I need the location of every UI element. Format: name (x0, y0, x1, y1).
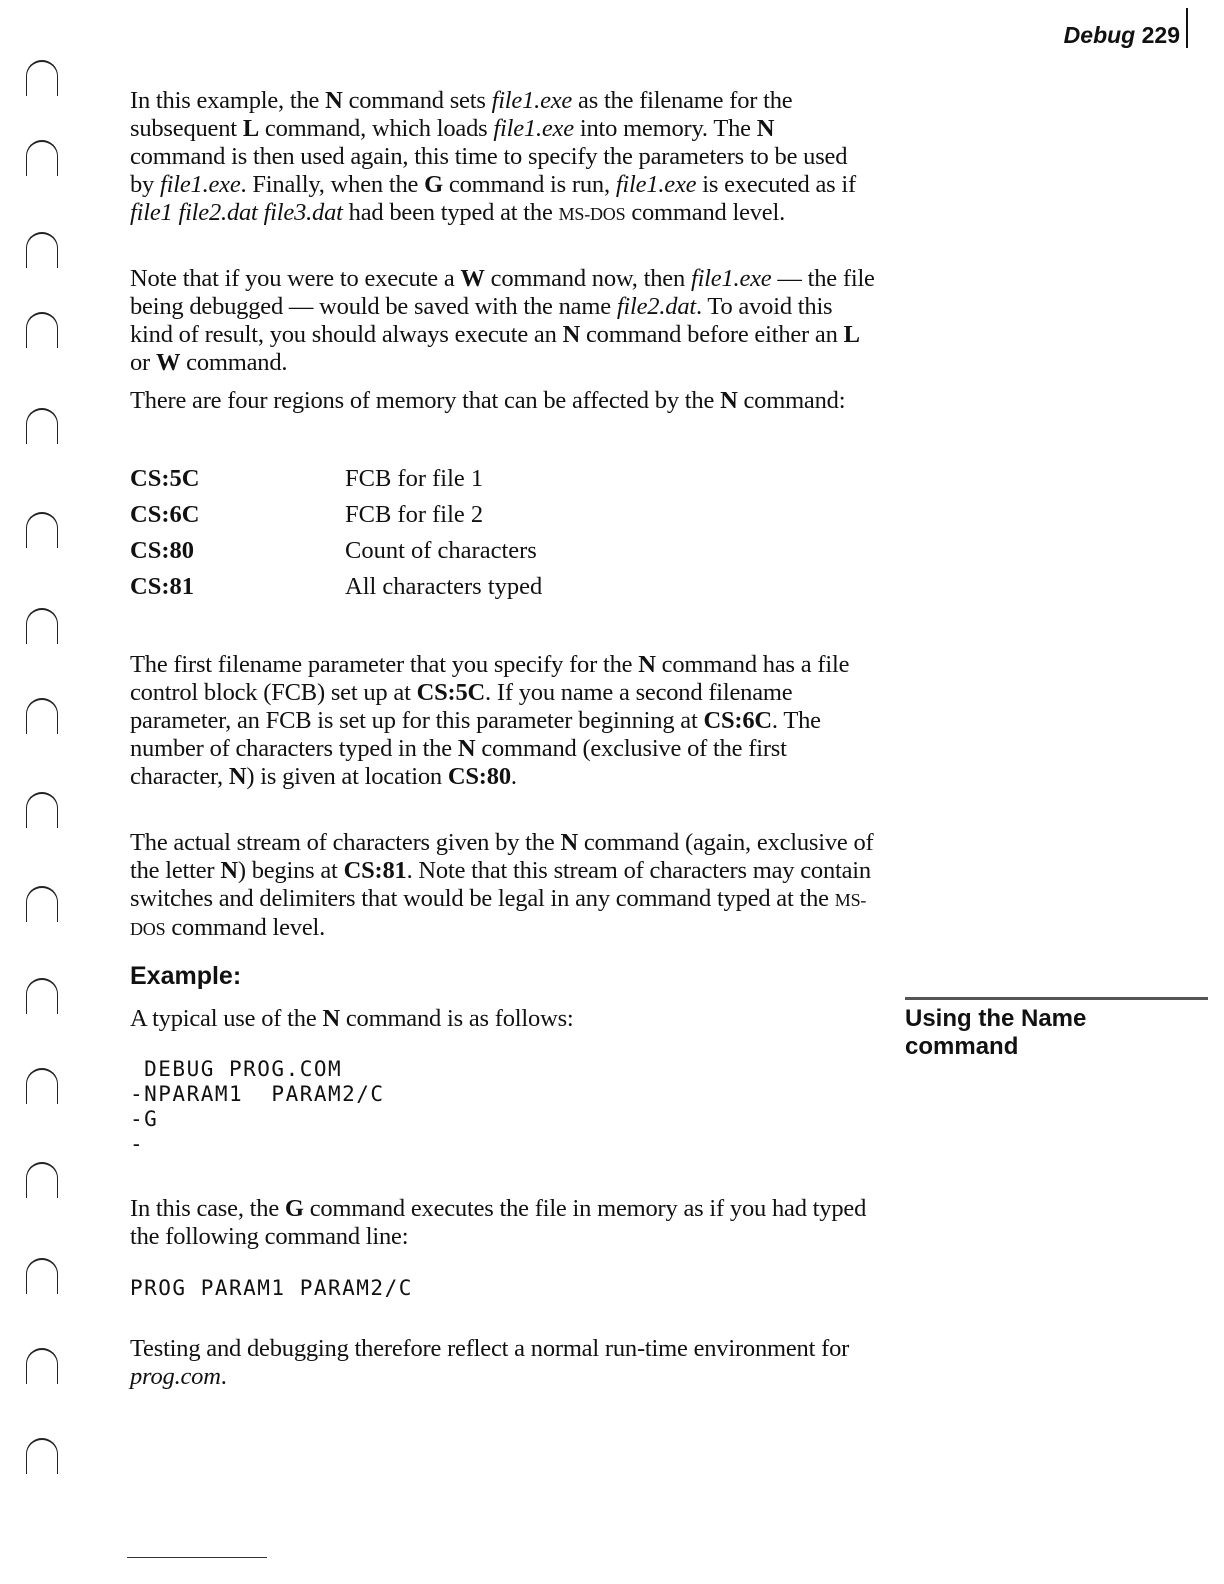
bold-text: N (756, 115, 775, 142)
table-row (130, 573, 542, 601)
binder-hole-icon (26, 1162, 58, 1198)
text-run: is executed as if (696, 171, 856, 198)
text-run: command before either an (580, 321, 844, 348)
bold-text: N (325, 87, 343, 114)
italic-text: file1.exe (493, 115, 574, 142)
text-run: command level. (625, 199, 786, 226)
paragraph (130, 1195, 875, 1251)
text-run: . To avoid this kind of result, you should always execute an (130, 293, 833, 348)
binder-hole-icon (26, 978, 58, 1014)
bold-text: CS:6C (703, 707, 772, 734)
binder-hole-icon (26, 608, 58, 644)
text-run: command executes the file in memory as if you had typed the following command line: (130, 1195, 867, 1250)
footer-rule (127, 1557, 267, 1558)
binder-hole-icon (26, 512, 58, 548)
text-run: In this example, the (130, 87, 326, 114)
bold-text: CS:81 (343, 857, 407, 884)
paragraph (130, 829, 875, 943)
binder-hole-icon (26, 232, 58, 268)
memory-description: Count of characters (345, 537, 537, 564)
text-run: command is then used again, this time to specify the parameters to be used by (130, 143, 848, 198)
text-run: The actual stream of characters given by the (130, 829, 561, 856)
memory-address: CS:5C (130, 465, 200, 492)
text-run: . The number of characters typed in the (130, 707, 821, 762)
bold-text: L (242, 115, 259, 142)
text-run: . Note that this stream of characters may contain switches and delimiters that would be legal in any command typed at the (130, 857, 871, 912)
text-run: . Finally, when the (240, 171, 425, 198)
binder-hole-icon (26, 312, 58, 348)
binder-hole-icon (26, 140, 58, 176)
text-run: . (220, 1363, 227, 1390)
bold-text: N (562, 321, 581, 348)
binder-hole-icon (26, 1258, 58, 1294)
bold-text: G (284, 1195, 304, 1222)
paragraph (130, 1335, 875, 1391)
text-run: . (510, 763, 517, 790)
header-rule (1186, 8, 1188, 48)
code-example: DEBUG PROG.COM -NPARAM1 PARAM2/C -G - (130, 1057, 385, 1156)
binder-hole-icon (26, 886, 58, 922)
table-row (130, 465, 483, 493)
text-run: command now, then (484, 265, 691, 292)
italic-text: file1 file2.dat file3.dat (130, 199, 343, 226)
memory-address: CS:81 (130, 573, 194, 600)
memory-description: FCB for file 1 (345, 465, 484, 492)
text-run: — the file being debugged — would be saved with the name (130, 265, 875, 320)
text-run: There are four regions of memory that can be affected by the (130, 387, 721, 414)
memory-address: CS:6C (130, 501, 200, 528)
example-heading: Example: (130, 962, 242, 990)
text-run: Note that if you were to execute a (130, 265, 461, 292)
command-line: PROG PARAM1 PARAM2/C (130, 1276, 413, 1300)
text-run: command is run, (442, 171, 616, 198)
bold-text: N (560, 829, 578, 856)
text-run: . If you name a second filename parameter, an FCB is set up for this parameter beginning at (130, 679, 793, 734)
text-run: Testing and debugging therefore reflect a normal run-time environment for (130, 1335, 850, 1362)
text-run: as the filename for the subsequent (130, 87, 793, 142)
running-header (1064, 22, 1180, 49)
page-number: 229 (1141, 22, 1180, 48)
bold-text: N (720, 387, 738, 414)
bold-text: CS:80 (447, 763, 511, 790)
paragraph (130, 1005, 875, 1033)
sidenote: Using the Name command (905, 1005, 1087, 1060)
binder-hole-icon (26, 792, 58, 828)
bold-text: W (155, 349, 181, 376)
table-row (130, 537, 537, 565)
bold-text: N (322, 1005, 340, 1032)
bold-text: N (220, 857, 238, 884)
table-row (130, 501, 483, 529)
bold-text: W (460, 265, 485, 292)
paragraph (130, 651, 875, 791)
memory-description: All characters typed (345, 573, 543, 600)
text-run: In this case, the (130, 1195, 285, 1222)
binder-hole-icon (26, 698, 58, 734)
italic-text: prog.com (130, 1363, 221, 1390)
text-run: command has a file control block (FCB) set up at (130, 651, 850, 706)
bold-text: CS:5C (416, 679, 486, 706)
text-run: ) is given at location (246, 763, 448, 790)
text-run: had been typed at the (342, 199, 559, 226)
paragraph (130, 387, 875, 415)
italic-text: file1.exe (690, 265, 772, 292)
text-run: command is as follows: (339, 1005, 574, 1032)
text-run: into memory. The (573, 115, 757, 142)
text-run: The first filename parameter that you specify for the (130, 651, 639, 678)
text-run: A typical use of the (130, 1005, 323, 1032)
text-run: ) begins at (237, 857, 344, 884)
italic-text: file2.dat (616, 293, 696, 320)
paragraph (130, 87, 875, 228)
bold-text: N (457, 735, 476, 762)
binder-hole-icon (26, 60, 58, 96)
italic-text: file1.exe (615, 171, 697, 198)
binder-hole-icon (26, 408, 58, 444)
italic-text: file1.exe (160, 171, 241, 198)
binder-hole-icon (26, 1068, 58, 1104)
text-run: MS-DOS (130, 890, 867, 939)
text-run: command (exclusive of the first character, (130, 735, 787, 790)
text-run: command: (737, 387, 846, 414)
italic-text: file1.exe (491, 87, 573, 114)
sidenote-rule (905, 997, 1208, 1000)
text-run: command level. (165, 914, 326, 941)
binder-hole-icon (26, 1348, 58, 1384)
bold-text: N (228, 763, 247, 790)
paragraph (130, 265, 875, 377)
memory-address: CS:80 (130, 537, 194, 564)
text-run: command, which loads (258, 115, 494, 142)
bold-text: L (843, 321, 860, 348)
header-title: Debug (1063, 22, 1136, 48)
text-run: or (130, 349, 156, 376)
bold-text: N (638, 651, 656, 678)
text-run: command (again, exclusive of the letter (130, 829, 874, 884)
text-run: command sets (342, 87, 492, 114)
bold-text: G (424, 171, 443, 198)
text-run: command. (180, 349, 288, 376)
binder-hole-icon (26, 1438, 58, 1474)
memory-description: FCB for file 2 (345, 501, 484, 528)
text-run: MS-DOS (558, 204, 626, 224)
